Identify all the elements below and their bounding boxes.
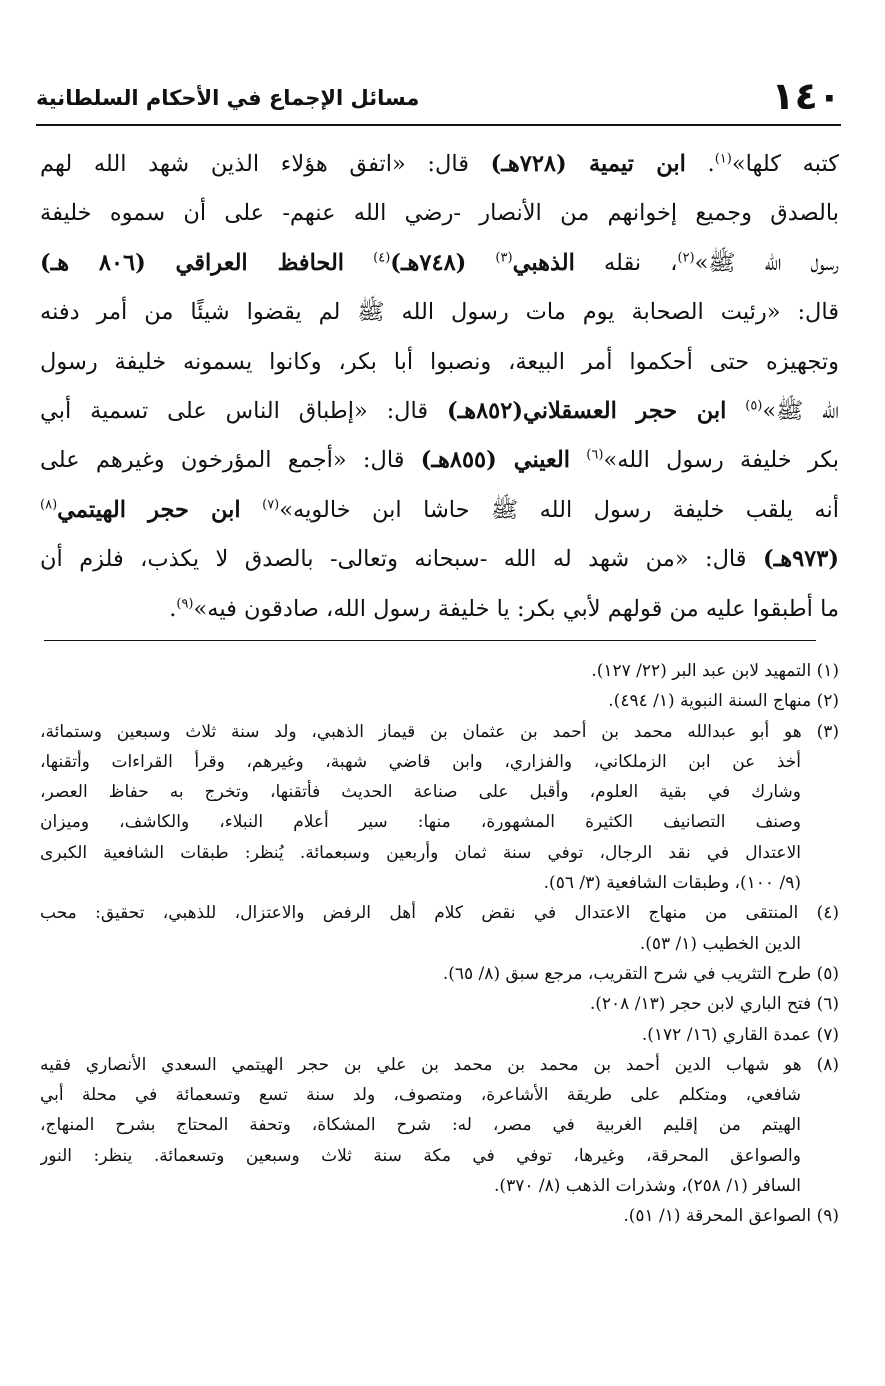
footnote-continuation bbox=[40, 777, 839, 807]
cited-scholar: الذهبي bbox=[512, 249, 575, 276]
footnote-item bbox=[40, 656, 839, 686]
text-line bbox=[40, 140, 839, 189]
footnote-text: والصواعق المحرقة، وغيرها، توفي في مكة سنة ثلاث وسبعين وتسعمائة. ينظر: النور bbox=[40, 1145, 801, 1166]
footnote-number: (٦) bbox=[816, 994, 839, 1015]
text-segment: . bbox=[685, 151, 715, 177]
text-segment: ما أطبقوا عليه من قولهم لأبي بكر: يا خليفة رسول الله، صادقون فيه» bbox=[193, 595, 839, 622]
footnote-text: عمدة القاري (١٦/ ١٧٢). bbox=[641, 1024, 812, 1045]
footnote-text: التمهيد لابن عبد البر (٢٢/ ١٢٧). bbox=[591, 661, 812, 681]
cited-scholar: ابن حجر العسقلاني(٨٥٢هـ) bbox=[446, 397, 727, 424]
footnote-marker[interactable]: (٦) bbox=[586, 447, 604, 463]
footnote-text: الدين الخطيب (١/ ٥٣). bbox=[639, 933, 801, 954]
footnote-item bbox=[40, 1020, 839, 1050]
text-line bbox=[40, 436, 839, 485]
footnote-marker[interactable]: (١) bbox=[714, 151, 732, 167]
cited-scholar: ابن تيمية (٧٢٨هـ) bbox=[490, 151, 686, 177]
text-segment: بالصدق وجميع إخوانهم من الأنصار -رضي الله عنهم- على أن سموه خليفة bbox=[40, 200, 839, 227]
text-line bbox=[40, 239, 839, 288]
text-segment bbox=[570, 447, 586, 473]
footnote-continuation bbox=[40, 747, 839, 777]
text-line bbox=[40, 189, 839, 238]
text-segment: قال: «إطباق الناس على تسمية أبي bbox=[40, 397, 447, 424]
text-segment bbox=[466, 250, 495, 276]
page-number: ١٤٠ bbox=[771, 74, 841, 118]
header-rule bbox=[36, 124, 841, 126]
footnote-text: وشارك في بقية العلوم، وأقبل على صناعة الحديث فأتقنها، وتخرج به حفاظ العصر، bbox=[40, 782, 801, 803]
cited-scholar: ابن حجر الهيتمي bbox=[57, 496, 241, 523]
footnote-item bbox=[40, 989, 839, 1019]
text-segment: بكر خليفة رسول الله» bbox=[603, 447, 839, 474]
footnote-marker[interactable]: (٢) bbox=[677, 250, 695, 266]
text-line bbox=[40, 387, 839, 436]
text-segment: الله ﷺ» bbox=[762, 397, 839, 424]
footnote-continuation bbox=[40, 1171, 839, 1201]
text-segment: كتبه كلها» bbox=[731, 151, 839, 177]
footnote-text: أخذ عن ابن الزملكاني، والفزاري، وابن قاضي شهبة، وغيرهم، وقرأ القراءات وأتقنها، bbox=[40, 751, 801, 772]
text-segment: قال: «من شهد له الله -سبحانه وتعالى- بالصدق لا يكذب، فلزم أن bbox=[40, 546, 763, 573]
text-line bbox=[40, 535, 839, 584]
cited-scholar: (٩٧٣هـ) bbox=[762, 546, 839, 573]
footnote-number: (٨) bbox=[816, 1054, 839, 1075]
footnote-marker[interactable]: (٩) bbox=[176, 596, 194, 612]
footnote-text: (٩/ ١٠٠)، وطبقات الشافعية (٣/ ٥٦). bbox=[543, 873, 801, 894]
text-segment: أنه يلقب خليفة رسول الله ﷺ حاشا ابن خالويه» bbox=[279, 496, 839, 523]
footnote-item bbox=[40, 686, 839, 716]
footnote-number: (٢) bbox=[816, 691, 839, 712]
footnote-item bbox=[40, 717, 839, 747]
footnote-number: (٩) bbox=[816, 1206, 839, 1227]
main-text bbox=[40, 140, 839, 634]
footnote-continuation bbox=[40, 868, 839, 898]
footnote-item bbox=[40, 898, 839, 928]
footnotes bbox=[40, 656, 839, 1232]
footnote-text: هو أبو عبدالله محمد بن أحمد بن عثمان بن قيماز الذهبي، ولد سنة ثلاث وسبعين وستمائة، bbox=[40, 721, 802, 742]
footnote-marker[interactable]: (٧) bbox=[262, 497, 280, 513]
cited-scholar: (٧٤٨هـ) bbox=[390, 249, 467, 276]
text-line bbox=[40, 288, 839, 337]
footnote-number: (٤) bbox=[816, 903, 839, 924]
footnote-item bbox=[40, 959, 839, 989]
footnote-text: الهيتم من إقليم الغربية في مصر، له: شرح المشكاة، وتحفة المحتاج بشرح المنهاج، bbox=[40, 1115, 801, 1136]
footnote-number: (٣) bbox=[816, 721, 839, 742]
footnote-continuation bbox=[40, 1080, 839, 1110]
cited-scholar: الحافظ العراقي (٨٠٦ هـ) bbox=[40, 249, 345, 276]
footnote-text: فتح الباري لابن حجر (١٣/ ٢٠٨). bbox=[589, 994, 812, 1015]
footnote-text: الاعتدال في نقد الرجال، توفي سنة ثمان وأربعين وسبعمائة. يُنظر: طبقات الشافعية الكبرى bbox=[40, 842, 801, 863]
text-line bbox=[40, 585, 839, 634]
text-segment: قال: «أجمع المؤرخون وغيرهم على bbox=[40, 447, 421, 474]
footnote-marker[interactable]: (٤) bbox=[373, 250, 391, 266]
footnote-continuation bbox=[40, 807, 839, 837]
text-segment bbox=[344, 250, 373, 276]
footnote-item bbox=[40, 1050, 839, 1080]
text-segment bbox=[241, 497, 262, 523]
cited-scholar: العيني (٨٥٥هـ) bbox=[420, 447, 571, 474]
footnote-separator bbox=[44, 640, 816, 641]
footnote-number: (٧) bbox=[816, 1024, 839, 1045]
footnote-text: منهاج السنة النبوية (١/ ٤٩٤). bbox=[608, 691, 812, 712]
text-segment: قال: «اتفق هؤلاء الذين شهد الله لهم bbox=[40, 151, 491, 177]
footnote-text: الصواعق المحرقة (١/ ٥١). bbox=[623, 1206, 812, 1227]
footnote-text: وصنف التصانيف الكثيرة المشهورة، منها: سير أعلام النبلاء، والكاشف، وميزان bbox=[40, 812, 801, 833]
footnote-continuation bbox=[40, 1110, 839, 1140]
page-header bbox=[36, 72, 841, 120]
footnote-text: هو شهاب الدين أحمد بن محمد بن محمد بن علي بن حجر الهيتمي السعدي الأنصاري فقيه bbox=[40, 1054, 802, 1075]
text-line bbox=[40, 338, 839, 387]
footnote-continuation bbox=[40, 1141, 839, 1171]
text-segment: قال: «رئيت الصحابة يوم مات رسول الله ﷺ لم يقضوا شيئًا من أمر دفنه bbox=[40, 299, 839, 326]
text-line bbox=[40, 486, 839, 535]
text-segment: رسول الله ﷺ» bbox=[694, 249, 839, 276]
text-segment bbox=[726, 398, 745, 424]
text-segment: ، نقله bbox=[574, 249, 678, 276]
footnote-number: (٥) bbox=[816, 963, 839, 984]
footnote-marker[interactable]: (٨) bbox=[40, 497, 58, 513]
footnote-text: السافر (١/ ٢٥٨)، وشذرات الذهب (٨/ ٣٧٠). bbox=[494, 1176, 801, 1197]
text-segment: . bbox=[169, 595, 177, 622]
footnote-continuation bbox=[40, 929, 839, 959]
footnote-number: (١) bbox=[816, 661, 839, 681]
footnote-text: شافعي، ومتكلم على طريقة الأشاعرة، ومتصوف، ولد سنة تسع وتسعمائة في محلة أبي bbox=[40, 1085, 801, 1106]
running-title: مسائل الإجماع في الأحكام السلطانية bbox=[36, 86, 420, 110]
footnote-marker[interactable]: (٥) bbox=[745, 398, 763, 414]
footnote-item bbox=[40, 1201, 839, 1231]
footnote-text: المنتقى من منهاج الاعتدال في نقض كلام أهل الرفض والاعتزال، للذهبي، تحقيق: محب bbox=[40, 903, 799, 924]
footnote-continuation bbox=[40, 838, 839, 868]
text-segment: وتجهيزه حتى أحكموا أمر البيعة، ونصبوا أبا بكر، وكانوا يسمونه خليفة رسول bbox=[40, 348, 839, 375]
footnote-marker[interactable]: (٣) bbox=[495, 250, 513, 266]
footnote-text: طرح التثريب في شرح التقريب، مرجع سبق (٨/ ٦٥). bbox=[442, 963, 812, 984]
